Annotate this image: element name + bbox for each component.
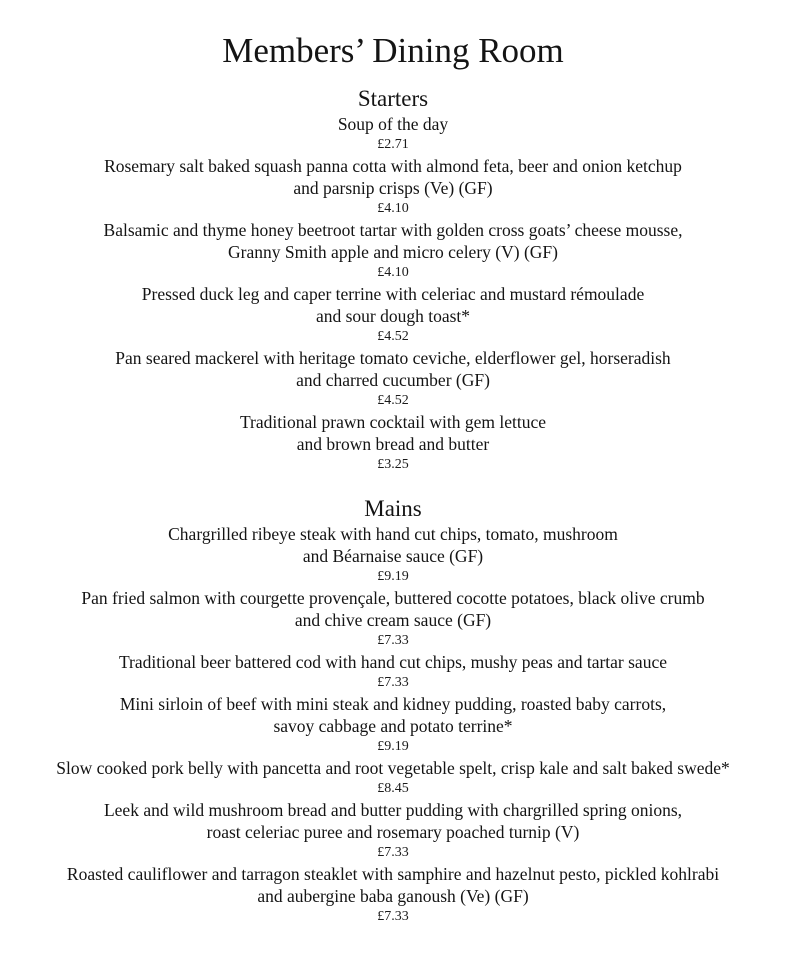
dish-name-continued: savoy cabbage and potato terrine* (273, 716, 513, 736)
dish-leek-mushroom-pudding (0, 799, 786, 863)
dish-name: Chargrilled ribeye steak with hand cut chips, tomato, mushroom (168, 524, 618, 544)
dish-battered-cod (0, 651, 786, 693)
dish-name: Leek and wild mushroom bread and butter pudding with chargrilled spring onions, (103, 800, 683, 820)
dish-price: £7.33 (377, 909, 409, 924)
section-starters (0, 85, 786, 475)
dish-price: £4.10 (377, 201, 409, 216)
section-mains (0, 495, 786, 927)
dish-price: £2.71 (377, 137, 409, 152)
dish-name-continued: and aubergine baba ganoush (Ve) (GF) (257, 886, 529, 906)
dish-ribeye-steak (0, 523, 786, 587)
dish-sirloin-of-beef (0, 693, 786, 757)
dish-price: £7.33 (377, 845, 409, 860)
section-heading-starters: Starters (357, 86, 429, 111)
dish-price: £7.33 (377, 633, 409, 648)
dish-name: Roasted cauliflower and tarragon steaklet with samphire and hazelnut pesto, pickled kohlrabi (66, 864, 720, 884)
dish-name: Pressed duck leg and caper terrine with celeriac and mustard rémoulade (141, 284, 645, 304)
dish-price: £9.19 (377, 569, 409, 584)
dish-name-continued: roast celeriac puree and rosemary poached turnip (V) (206, 822, 580, 842)
dish-price: £4.52 (377, 329, 409, 344)
dish-name: Traditional prawn cocktail with gem lettuce (239, 412, 546, 432)
dish-name: Rosemary salt baked squash panna cotta with almond feta, beer and onion ketchup (104, 156, 682, 176)
dish-prawn-cocktail (0, 411, 786, 475)
dish-price: £4.10 (377, 265, 409, 280)
dish-price: £3.25 (377, 457, 409, 472)
dish-name-continued: and parsnip crisps (Ve) (GF) (293, 178, 493, 198)
dish-duck-terrine (0, 283, 786, 347)
section-heading-mains: Mains (364, 496, 422, 521)
dish-name: Pan seared mackerel with heritage tomato ceviche, elderflower gel, horseradish (115, 348, 671, 368)
dish-price: £8.45 (377, 781, 409, 796)
dish-name-continued: and chive cream sauce (GF) (294, 610, 492, 630)
dish-name: Slow cooked pork belly with pancetta and root vegetable spelt, crisp kale and salt baked swede* (56, 758, 730, 778)
dish-mackerel (0, 347, 786, 411)
dish-soup-of-the-day (0, 113, 786, 155)
dish-name-continued: and sour dough toast* (315, 306, 471, 326)
dish-cauliflower-steaklet (0, 863, 786, 927)
dish-name-continued: and charred cucumber (GF) (296, 370, 490, 390)
dish-name: Soup of the day (337, 114, 449, 134)
dish-name: Pan fried salmon with courgette provençale, buttered cocotte potatoes, black olive crumb (81, 588, 705, 608)
dish-price: £4.52 (377, 393, 409, 408)
dish-name: Traditional beer battered cod with hand cut chips, mushy peas and tartar sauce (118, 652, 667, 672)
menu-title: Members’ Dining Room (222, 31, 564, 70)
dish-salmon (0, 587, 786, 651)
dish-name: Mini sirloin of beef with mini steak and kidney pudding, roasted baby carrots, (119, 694, 667, 714)
dish-price: £7.33 (377, 675, 409, 690)
dish-name: Balsamic and thyme honey beetroot tartar with golden cross goats’ cheese mousse, (103, 220, 683, 240)
dish-name-continued: and Béarnaise sauce (GF) (302, 546, 484, 566)
dish-name-continued: and brown bread and butter (296, 434, 490, 454)
dish-pork-belly (0, 757, 786, 799)
dish-beetroot-tartar (0, 219, 786, 283)
dish-price: £9.19 (377, 739, 409, 754)
dish-name-continued: Granny Smith apple and micro celery (V) (GF) (228, 242, 558, 262)
dish-squash-panna-cotta (0, 155, 786, 219)
